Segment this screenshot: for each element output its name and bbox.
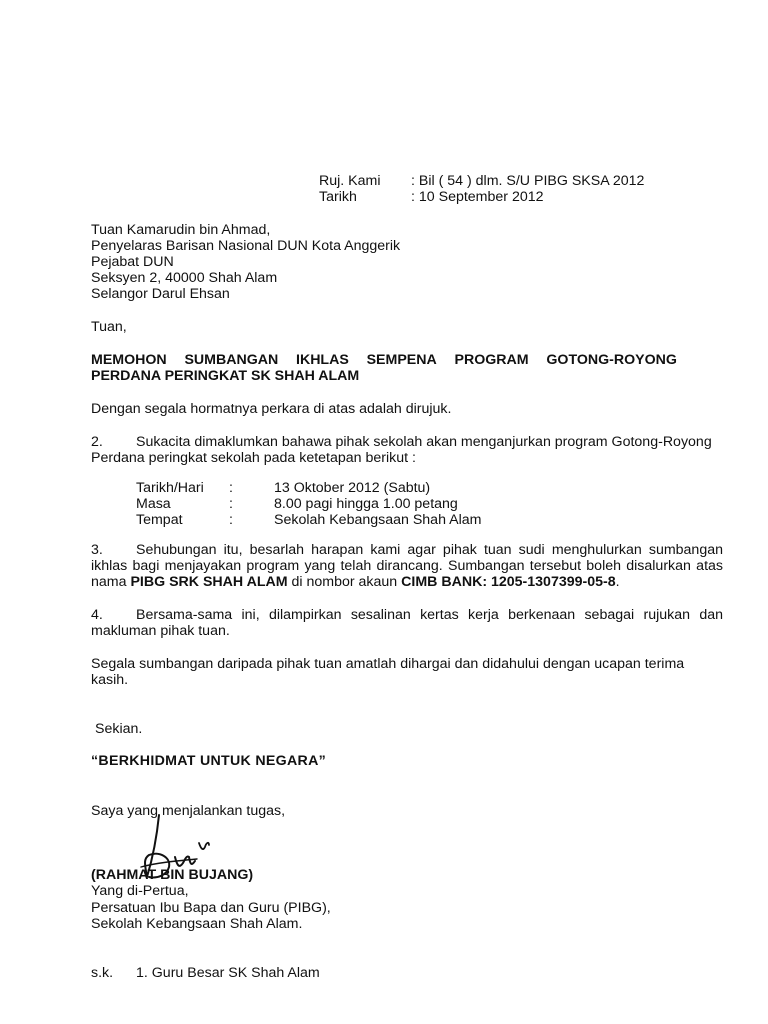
paragraph-3-line-3 [91,574,620,590]
sekian: Sekian. [95,721,143,737]
paragraph-4-number: 4. [91,607,103,623]
detail-value: 13 Oktober 2012 (Sabtu) [274,480,431,496]
detail-label: Masa [136,496,171,512]
paragraph-4-line-2: makluman pihak tuan. [91,623,230,639]
paragraph-3-line-1: Sehubungan itu, besarlah harapan kami agar pihak tuan sudi menghulurkan sumbangan [136,542,723,558]
recipient-state: Selangor Darul Ehsan [91,286,230,302]
detail-value: Sekolah Kebangsaan Shah Alam [274,512,482,528]
date-label: Tarikh [319,189,357,205]
subject-word: MEMOHON [91,352,167,368]
subject-line-2: PERDANA PERINGKAT SK SHAH ALAM [91,368,360,384]
signatory-title-2: Persatuan Ibu Bapa dan Guru (PIBG), [91,900,331,916]
subject-word: PROGRAM [454,352,529,368]
detail-value: 8.00 pagi hingga 1.00 petang [274,496,458,512]
detail-label: Tempat [136,512,183,528]
subject-word: IKHLAS [296,352,349,368]
text-name-prefix: nama [91,574,131,590]
recipient-address: Seksyen 2, 40000 Shah Alam [91,270,278,286]
closing-line-1: Segala sumbangan daripada pihak tuan amatlah dihargai dan didahului dengan ucapan terima [91,656,685,672]
subject-word: SUMBANGAN [184,352,279,368]
paragraph-2-line-2: Perdana peringkat sekolah pada ketetapan berikut : [91,450,416,466]
ref-label: Ruj. Kami [319,173,381,189]
intro-paragraph: Dengan segala hormatnya perkara di atas adalah dirujuk. [91,401,452,417]
recipient-office: Pejabat DUN [91,254,174,270]
subject-word: SEMPENA [366,352,437,368]
detail-colon: : [229,496,233,512]
paragraph-3-line-2: ikhlas bagi menjayakan program yang telah dirancang. Sumbangan tersebut boleh disalurkan atas [91,558,723,574]
recipient-name: Tuan Kamarudin bin Ahmad, [91,222,271,238]
text-period: . [615,574,620,590]
cc-item: 1. Guru Besar SK Shah Alam [136,965,320,981]
subject-word: GOTONG-ROYONG [546,352,677,368]
detail-colon: : [229,512,233,528]
closing-line-2: kasih. [91,672,129,688]
signatory-title-3: Sekolah Kebangsaan Shah Alam. [91,916,303,932]
salutation: Tuan, [91,319,127,335]
detail-label: Tarikh/Hari [136,480,204,496]
ref-value: : Bil ( 54 ) dlm. S/U PIBG SKSA 2012 [411,173,645,189]
detail-colon: : [229,480,233,496]
cc-label: s.k. [91,965,114,981]
date-value: : 10 September 2012 [411,189,544,205]
account-number: CIMB BANK: 1205-1307399-05-8 [401,574,616,590]
signatory-title-1: Yang di-Pertua, [91,883,189,899]
paragraph-4-line-1: Bersama-sama ini, dilampirkan sesalinan kertas kerja berkenaan sebagai rujukan dan [136,607,723,623]
recipient-position: Penyelaras Barisan Nasional DUN Kota Anggerik [91,238,401,254]
text-account-prefix: di nombor akaun [287,574,402,590]
paragraph-2-line-1: Sukacita dimaklumkan bahawa pihak sekolah akan menganjurkan program Gotong-Royong [136,434,712,450]
paragraph-2-number: 2. [91,434,103,450]
account-name: PIBG SRK SHAH ALAM [130,574,288,590]
duty-line: Saya yang menjalankan tugas, [91,803,286,819]
signatory-name: (RAHMAT BIN BUJANG) [91,867,254,883]
subject-line-1 [91,352,677,368]
motto: “BERKHIDMAT UNTUK NEGARA” [91,753,327,769]
paragraph-3-number: 3. [91,542,103,558]
